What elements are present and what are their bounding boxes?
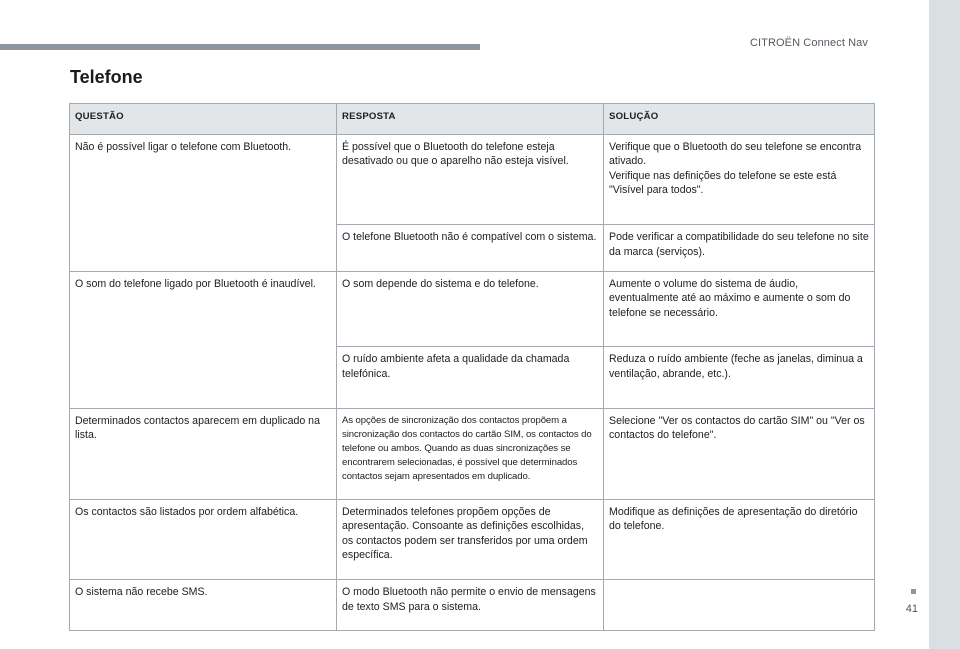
column-header-response: RESPOSTA xyxy=(337,104,604,135)
solution-line: Verifique nas definições do telefone se este está "Visível para todos". xyxy=(609,169,837,197)
response-cell xyxy=(337,224,604,271)
table-row xyxy=(70,271,875,347)
header-rule xyxy=(0,44,480,50)
solution-line: Selecione "Ver os contactos do cartão SIM" ou "Ver os contactos do telefone". xyxy=(609,414,865,442)
solution-cell-empty xyxy=(604,579,875,630)
question-cell: O sistema não recebe SMS. xyxy=(70,579,337,630)
response-text: O ruído ambiente afeta a qualidade da chamada telefónica. xyxy=(342,353,570,380)
response-text: O modo Bluetooth não permite o envio de mensagens de texto SMS para o sistema. xyxy=(342,585,596,613)
question-cell: O som do telefone ligado por Bluetooth é inaudível. xyxy=(70,271,337,347)
solution-cell xyxy=(604,499,875,579)
question-cell-continued xyxy=(70,224,337,271)
table-row xyxy=(70,224,875,271)
question-cell: Não é possível ligar o telefone com Bluetooth. xyxy=(70,134,337,224)
response-cell xyxy=(337,579,604,630)
question-cell-continued xyxy=(70,347,337,408)
solution-line: Aumente o volume do sistema de áudio, eventualmente até ao máximo e aumente o som do telefone se necessário. xyxy=(609,277,851,319)
response-cell xyxy=(337,347,604,408)
response-cell: O som depende do sistema e do telefone. xyxy=(337,271,604,347)
response-cell xyxy=(337,408,604,499)
page-title: Telefone xyxy=(70,67,143,87)
page-edge-strip xyxy=(929,0,960,649)
solution-cell xyxy=(604,271,875,347)
column-header-question: QUESTÃO xyxy=(70,104,337,135)
solution-line: Modifique as definições de apresentação do diretório do telefone. xyxy=(609,505,858,533)
troubleshooting-table xyxy=(69,103,875,631)
solution-cell xyxy=(604,408,875,499)
table-row xyxy=(70,134,875,224)
solution-cell xyxy=(604,224,875,271)
table-row xyxy=(70,408,875,499)
response-text: Determinados telefones propõem opções de apresentação. Consoante as definições escolhidas, os contactos podem ser transferidos por uma ordem específica. xyxy=(342,505,588,562)
solution-cell xyxy=(604,134,875,224)
brand-label: CITROËN Connect Nav xyxy=(749,37,868,49)
response-cell: É possível que o Bluetooth do telefone esteja desativado ou que o aparelho não esteja visível. xyxy=(337,134,604,224)
response-text: As opções de sincronização dos contactos propõem a sincronização dos contactos do cartão SIM, os contactos do telefone ou ambos. Quando as duas sincronizações se encontrarem selecionadas, é possível que determinados contactos sejam apresentados em duplicado. xyxy=(342,414,592,483)
table-row xyxy=(70,579,875,630)
table-header-row xyxy=(70,104,875,135)
question-cell: Determinados contactos aparecem em duplicado na lista. xyxy=(70,408,337,499)
question-cell: Os contactos são listados por ordem alfabética. xyxy=(70,499,337,579)
response-text: O telefone Bluetooth não é compatível com o sistema. xyxy=(342,230,597,243)
solution-line: Verifique que o Bluetooth do seu telefone se encontra ativado. xyxy=(609,140,862,168)
table-row xyxy=(70,499,875,579)
solution-line: Reduza o ruído ambiente (feche as janelas, diminua a ventilação, abrande, etc.). xyxy=(609,353,863,380)
solution-cell xyxy=(604,347,875,408)
response-cell xyxy=(337,499,604,579)
section-marker-icon xyxy=(911,589,916,594)
page-number: 41 xyxy=(905,603,918,615)
column-header-solution: SOLUÇÃO xyxy=(604,104,875,135)
table-row xyxy=(70,347,875,408)
solution-line: Pode verificar a compatibilidade do seu telefone no site da marca (serviços). xyxy=(609,230,869,258)
